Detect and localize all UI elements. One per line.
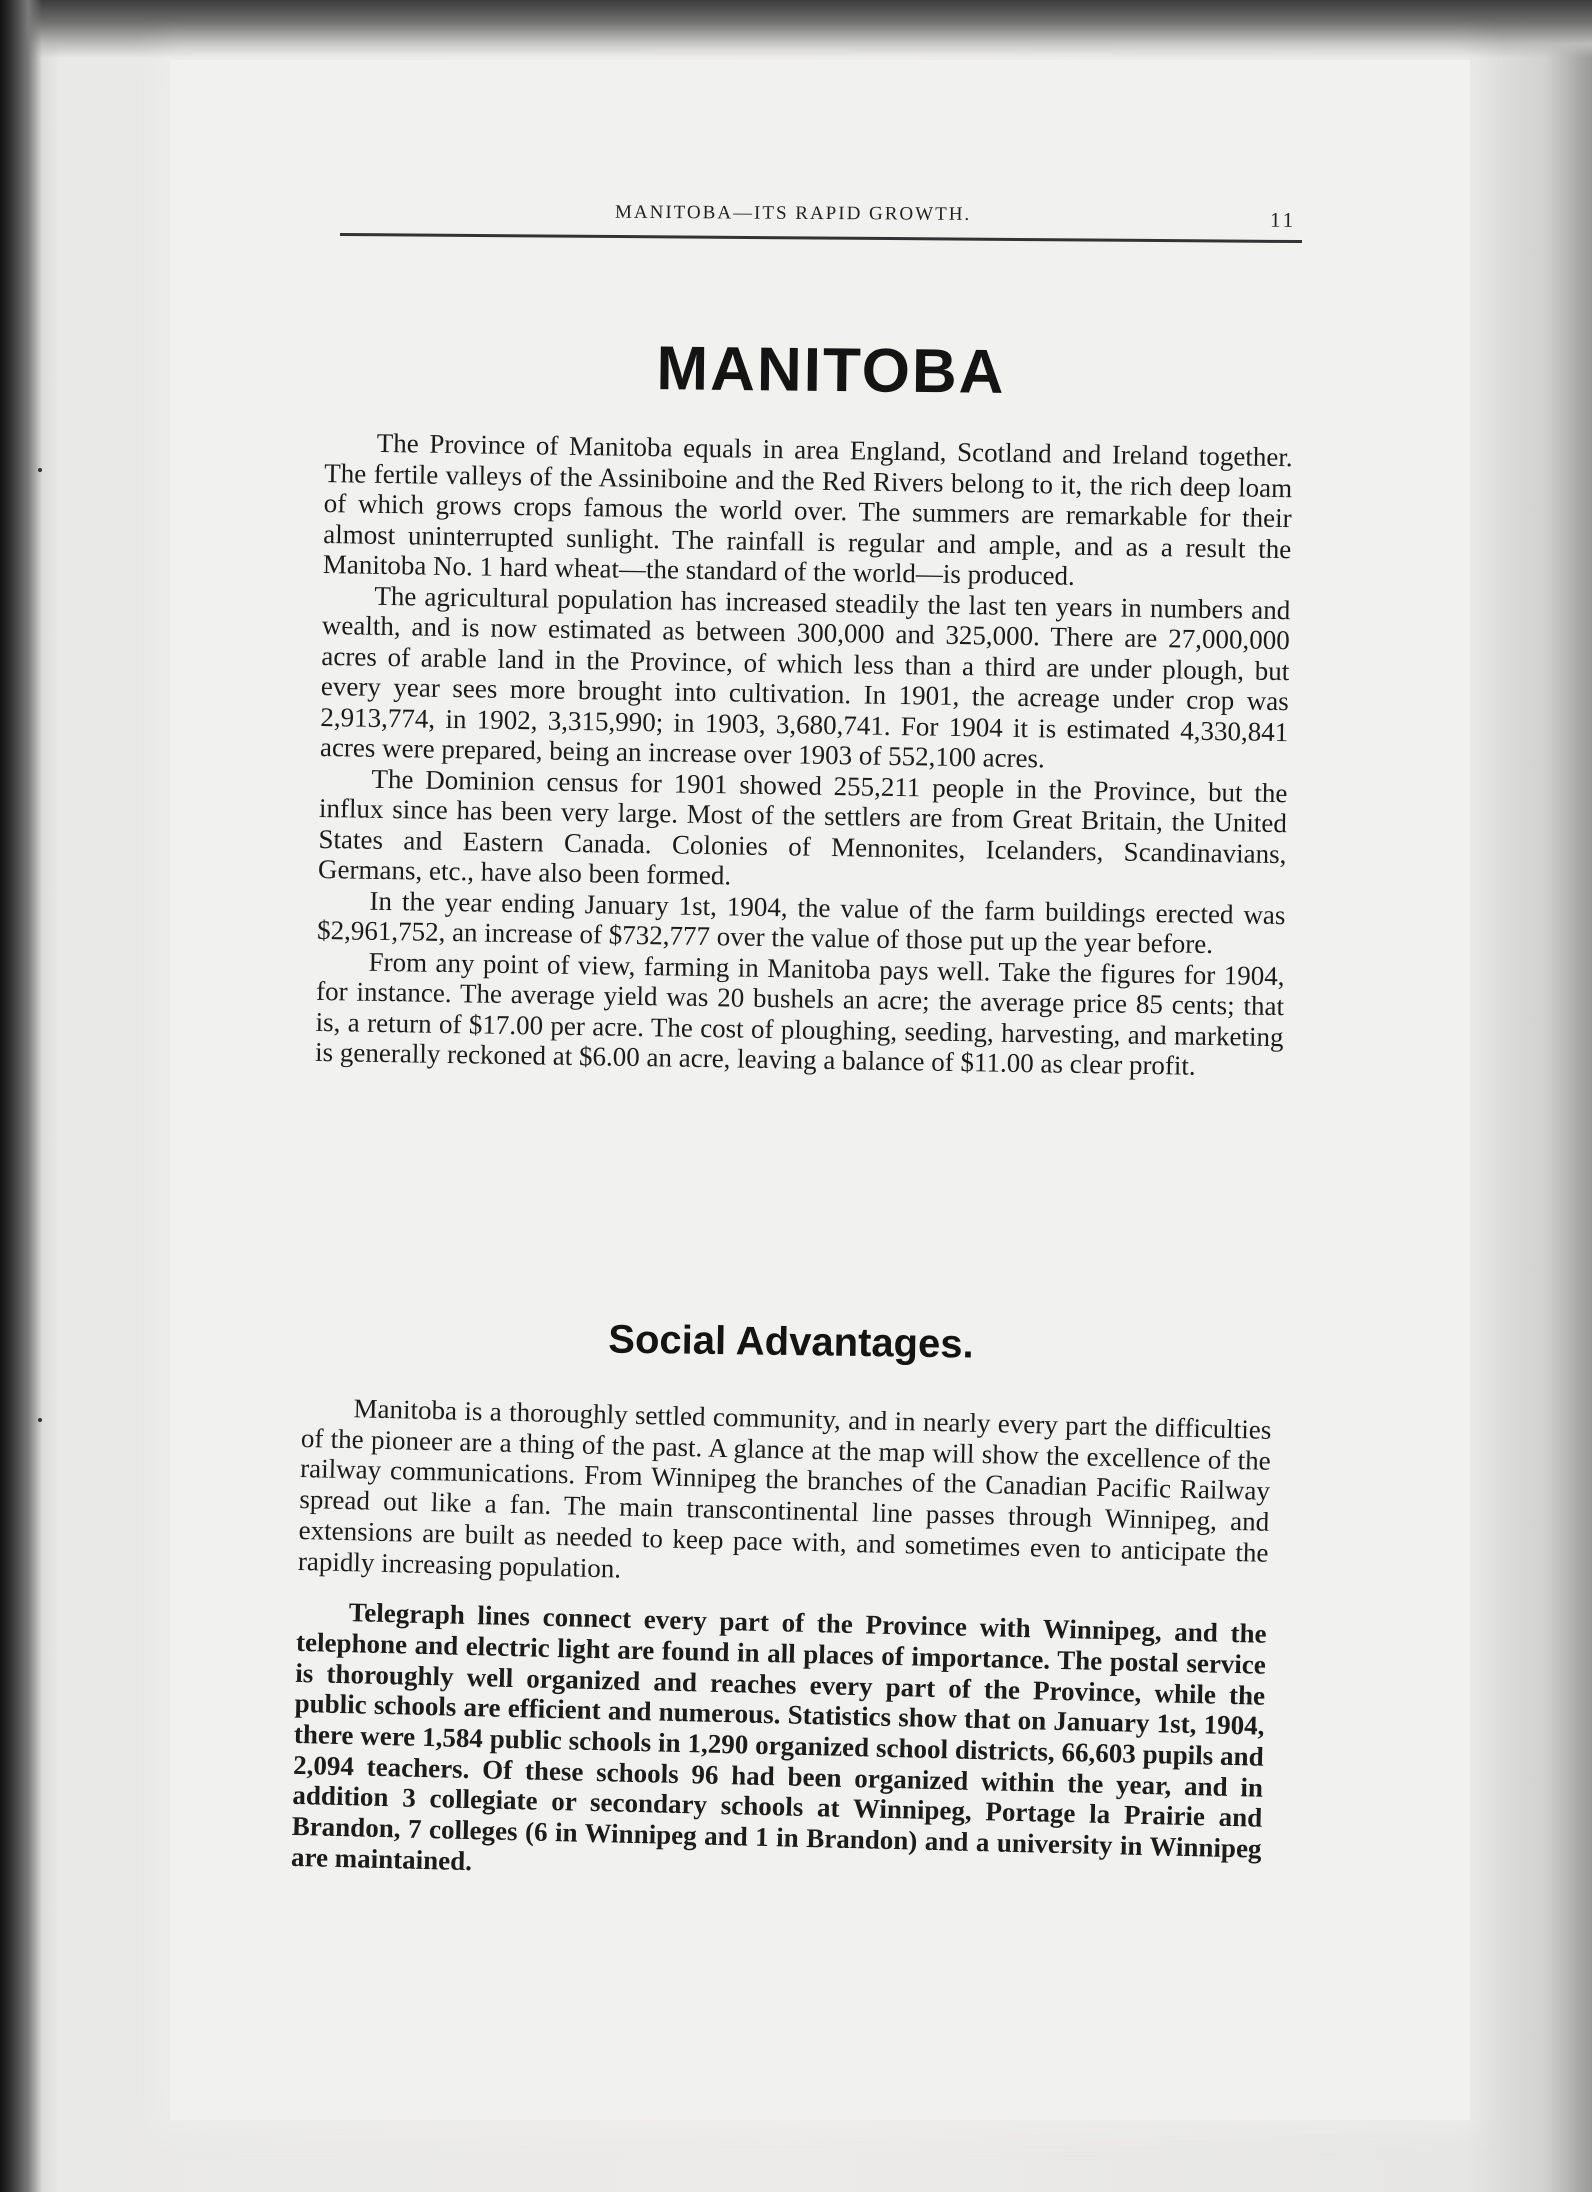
page-title: MANITOBA — [656, 334, 1006, 407]
paragraph: Telegraph lines connect every part of the Province with Winnipeg, and the telephone and electric light are found in all places of importance. The postal service is thoroughly well organized and reaches every part of the Province, while the public schools are efficient and numerous. Statistics show that on January 1st, 1904, there were 1,584 public schools in 1,290 organized school districts, 66,603 pupils and 2,094 teachers. Of these schools 96 had been organized within the year, and in addition 3 collegiate or secondary schools at Winnipeg, Portage la Prairie and Brandon, 7 colleges (6 in Winnipeg and 1 in Brandon) and a university in Winnipeg are maintained. — [290, 1597, 1267, 1876]
page-number: 11 — [1269, 207, 1297, 232]
section-one-text — [315, 427, 1293, 1083]
paragraph: The Dominion census for 1901 showed 255,211 people in the Province, but the influx since has been very large. Most of the settlers are from Great Britain, the United States and Eastern Canada. Colonies of Mennonites, Icelanders, Scandinavians, Germans, etc., have also been formed. — [317, 763, 1288, 891]
print-speck — [38, 1418, 42, 1422]
book-binding-top — [0, 0, 1592, 58]
paragraph: The Province of Manitoba equals in area England, Scotland and Ireland together. The fertile valleys of the Assiniboine and the Red Rivers belong to it, the rich deep loam of which grows crops famous the world over. The summers are remarkable for their almost uninterrupted sunlight. The rainfall is regular and ample, and as a result the Manitoba No. 1 hard wheat—the standard of the world—is produced. — [322, 427, 1293, 591]
running-head — [340, 200, 1300, 236]
section-two-text — [291, 1392, 1272, 1895]
paragraph: The agricultural population has increased steadily the last ten years in numbers and wealth, and is now estimated as between 300,000 and 325,000. There are 27,000,000 acres of arable land in the Province, of which less than a third are under plough, but every year sees more brought into cultivation. In 1901, the acreage under crop was 2,913,774, in 1902, 3,315,990; in 1903, 3,680,741. For 1904 it is estimated 4,330,841 acres were prepared, being an increase over 1903 of 552,100 acres. — [319, 580, 1291, 774]
paragraph: From any point of view, farming in Manitoba pays well. Take the figures for 1904, for instance. The average yield was 20 bushels an acre; the average price 85 cents; that is, a return of $17.00 per acre. The cost of ploughing, seeding, harvesting, and marketing is generally reckoned at $6.00 an acre, leaving a balance of $11.00 as clear profit. — [314, 946, 1285, 1081]
running-head-title: MANITOBA—ITS RAPID GROWTH. — [614, 201, 972, 225]
paragraph: In the year ending January 1st, 1904, the value of the farm buildings erected was $2,961,752, an increase of $732,777 over the value of those put up the year before. — [316, 885, 1286, 960]
paragraph: Manitoba is a thoroughly settled community, and in nearly every part the difficulties of the pioneer are a thing of the past. A glance at the map will show the excellence of the railway communications. From Winnipeg the branches of the Canadian Pacific Railway spread out like a fan. The main transcontinental line passes through Winnipeg, and extensions are built as needed to keep pace with, and sometimes even to anticipate the rapidly increasing population. — [297, 1393, 1272, 1584]
print-speck — [38, 468, 42, 472]
section-heading: Social Advantages. — [608, 1317, 974, 1367]
